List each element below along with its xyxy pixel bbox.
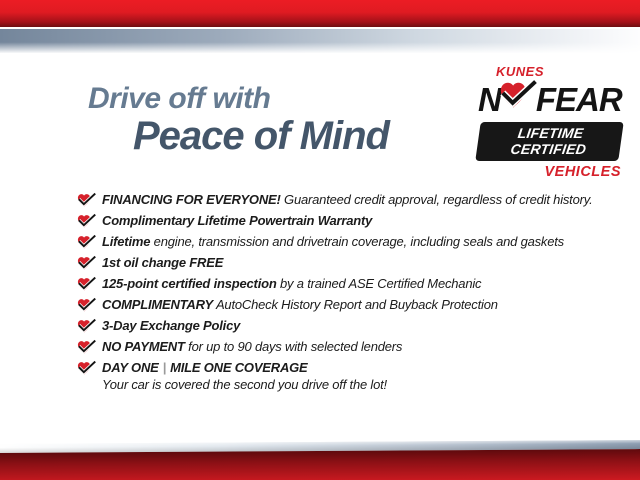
logo-wordmark	[478, 79, 624, 120]
logo-brand-text: KUNES	[496, 64, 545, 79]
benefit-item	[77, 358, 593, 392]
benefit-lead2: MILE ONE COVERAGE	[170, 360, 308, 375]
benefit-text	[102, 190, 593, 209]
benefit-rest: by a trained ASE Certified Mechanic	[276, 276, 482, 291]
heart-check-icon	[77, 276, 96, 297]
benefit-lead: DAY ONE	[102, 360, 159, 375]
benefit-text	[102, 337, 402, 356]
benefit-text	[102, 358, 387, 392]
top-gray-stripe	[0, 29, 640, 53]
benefit-text	[102, 274, 481, 293]
heart-check-icon	[77, 255, 96, 276]
benefit-item	[77, 316, 593, 337]
heart-check-icon	[77, 297, 96, 318]
benefit-lead: Lifetime	[102, 234, 151, 249]
title-line1: Drive off with	[88, 82, 271, 115]
benefit-rest: Guaranteed credit approval, regardless of credit history.	[280, 192, 593, 207]
page-title	[88, 82, 389, 156]
bottom-red-bar	[0, 449, 640, 480]
heart-check-icon	[77, 318, 96, 339]
benefit-lead: 3-Day Exchange Policy	[102, 318, 241, 333]
heart-check-icon	[501, 79, 536, 120]
benefit-item	[77, 274, 593, 295]
benefit-text	[102, 232, 564, 251]
heart-check-icon	[77, 360, 96, 381]
kunes-no-fear-logo	[478, 64, 624, 180]
benefit-item	[77, 253, 593, 274]
top-red-bar	[0, 0, 640, 27]
logo-word-suffix: FEAR	[535, 81, 622, 118]
heart-check-icon	[77, 234, 96, 255]
benefits-list	[77, 190, 593, 392]
title-line2: Peace of Mind	[133, 114, 389, 158]
benefit-rest: AutoCheck History Report and Buyback Protection	[213, 297, 498, 312]
heart-check-icon	[77, 339, 96, 360]
benefit-text	[102, 253, 223, 272]
benefit-lead: NO PAYMENT	[102, 339, 185, 354]
heart-check-icon	[77, 213, 96, 234]
benefit-item	[77, 232, 593, 253]
heart-check-icon	[77, 192, 96, 213]
bottom-band	[0, 440, 640, 480]
benefit-lead: COMPLIMENTARY	[102, 297, 214, 312]
benefit-rest: for up to 90 days with selected lenders	[184, 339, 403, 354]
benefit-text	[102, 211, 372, 230]
benefit-text	[102, 295, 498, 314]
benefit-item	[77, 337, 593, 358]
benefit-text	[102, 316, 240, 335]
benefit-subline: Your car is covered the second you drive off the lot!	[102, 377, 387, 392]
benefit-separator: |	[162, 360, 167, 375]
benefit-rest: engine, transmission and drivetrain coverage, including seals and gaskets	[150, 234, 564, 249]
benefit-item	[77, 295, 593, 316]
benefit-lead: FINANCING FOR EVERYONE!	[102, 192, 281, 207]
benefit-lead: 125-point certified inspection	[102, 276, 277, 291]
benefit-lead: Complimentary Lifetime Powertrain Warranty	[102, 213, 373, 228]
lifetime-certified-badge: LIFETIME CERTIFIED	[475, 122, 623, 161]
benefit-lead: 1st oil change FREE	[102, 255, 224, 270]
logo-vehicles-text: VEHICLES	[544, 164, 621, 180]
benefit-item	[77, 211, 593, 232]
logo-word-prefix: N	[478, 81, 501, 118]
benefit-item	[77, 190, 593, 211]
